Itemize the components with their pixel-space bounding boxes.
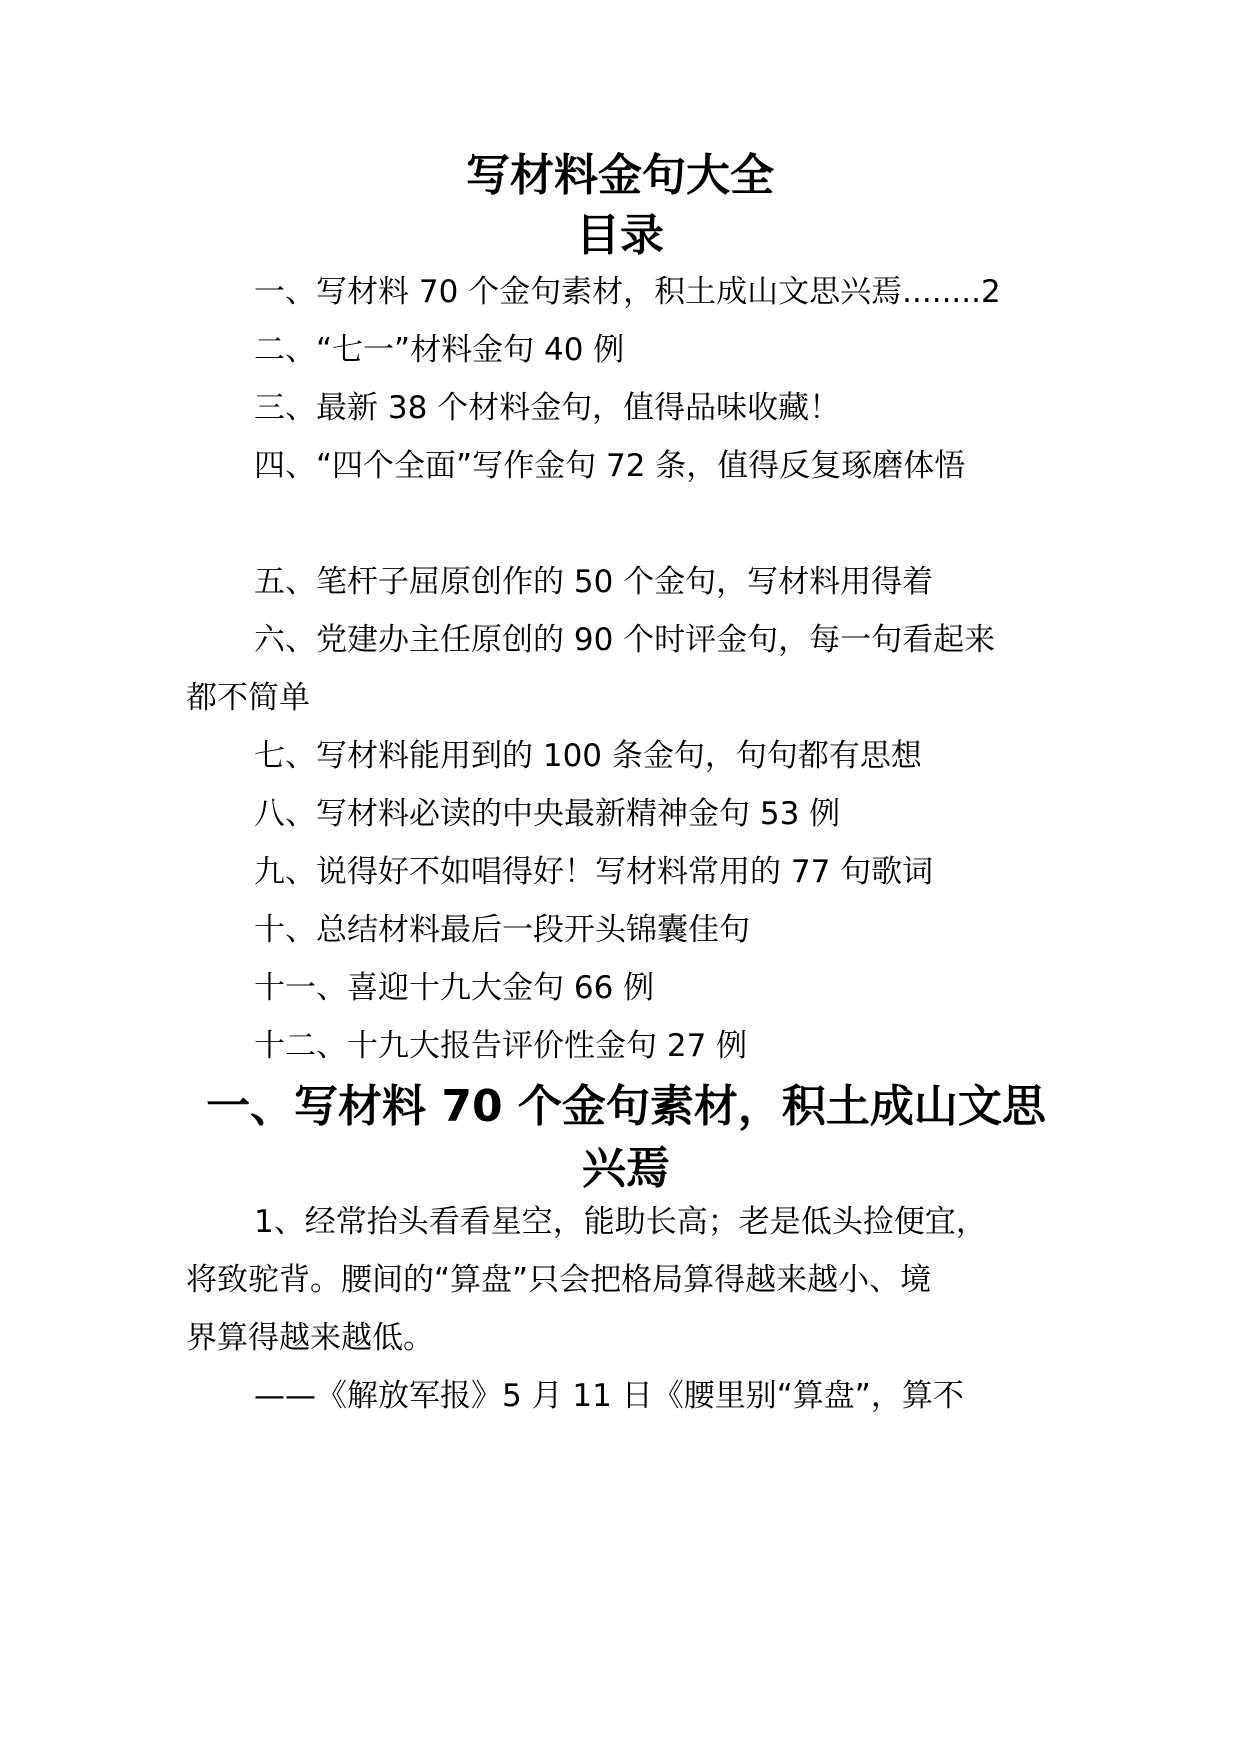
toc-item-12[interactable]: 十二、十九大报告评价性金句 27 例 xyxy=(254,1028,748,1064)
section-1-heading-line-1: 一、写材料 70 个金句素材，积土成山文思 xyxy=(206,1081,1046,1132)
toc-item-6[interactable]: 六、党建办主任原创的 90 个时评金句，每一句看起来 xyxy=(254,622,996,658)
section-1-heading-line-2: 兴焉 xyxy=(582,1143,670,1194)
toc-item-4[interactable]: 四、“四个全面”写作金句 72 条，值得反复琢磨体悟 xyxy=(254,448,966,484)
toc-item-10[interactable]: 十、总结材料最后一段开头锦囊佳句 xyxy=(254,912,750,948)
toc-item-5[interactable]: 五、笔杆子屈原创作的 50 个金句，写材料用得着 xyxy=(254,564,934,600)
source-citation: ——《解放军报》5 月 11 日《腰里别“算盘”，算不 xyxy=(254,1378,964,1414)
toc-title: 目录 xyxy=(576,210,664,261)
paragraph-1-line-2: 将致驼背。腰间的“算盘”只会把格局算得越来越小、境 xyxy=(186,1262,932,1298)
paragraph-1-line-1: 1、经常抬头看看星空，能助长高；老是低头捡便宜， xyxy=(254,1204,987,1240)
toc-item-3[interactable]: 三、最新 38 个材料金句，值得品味收藏！ xyxy=(254,390,841,426)
toc-item-6-continued[interactable]: 都不简单 xyxy=(186,680,310,716)
toc-item-8[interactable]: 八、写材料必读的中央最新精神金句 53 例 xyxy=(254,796,841,832)
toc-item-7[interactable]: 七、写材料能用到的 100 条金句，句句都有思想 xyxy=(254,738,922,774)
paragraph-1-line-3: 界算得越来越低。 xyxy=(186,1320,434,1356)
toc-item-2[interactable]: 二、“七一”材料金句 40 例 xyxy=(254,332,625,368)
toc-item-1[interactable]: 一、写材料 70 个金句素材，积土成山文思兴焉........2 xyxy=(254,274,1001,310)
toc-item-9[interactable]: 九、说得好不如唱得好！写材料常用的 77 句歌词 xyxy=(254,854,934,890)
toc-item-11[interactable]: 十一、喜迎十九大金句 66 例 xyxy=(254,970,655,1006)
document-title: 写材料金句大全 xyxy=(466,150,774,201)
